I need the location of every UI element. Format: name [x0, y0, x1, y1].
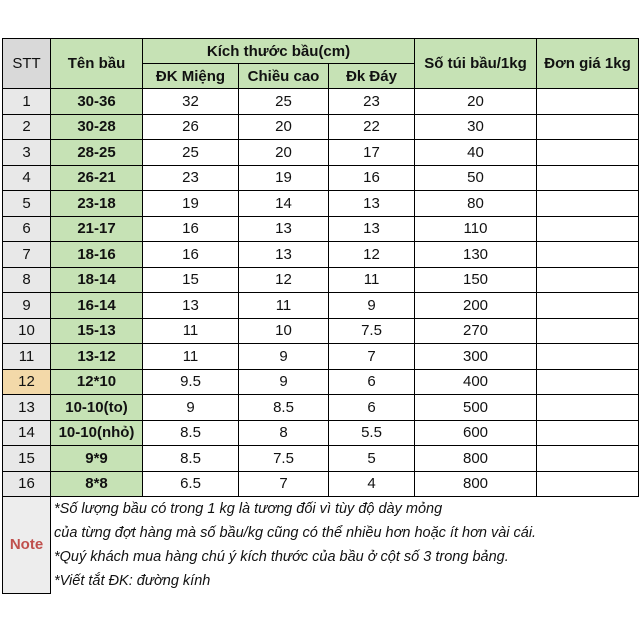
cell-bags-per-kg[interactable]: 600 — [415, 420, 537, 446]
row-number[interactable]: 1 — [3, 89, 51, 115]
row-number[interactable]: 5 — [3, 191, 51, 217]
table-row — [3, 89, 639, 115]
cell-mouth-diameter[interactable]: 16 — [143, 216, 239, 242]
cell-bags-per-kg[interactable]: 80 — [415, 191, 537, 217]
cell-height[interactable]: 8 — [239, 420, 329, 446]
header-name[interactable]: Tên bầu — [51, 39, 143, 89]
table-row — [3, 395, 639, 421]
cell-height[interactable]: 19 — [239, 165, 329, 191]
cell-height[interactable]: 7 — [239, 471, 329, 497]
cell-height[interactable]: 9 — [239, 369, 329, 395]
cell-mouth-diameter[interactable]: 15 — [143, 267, 239, 293]
cell-bottom-diameter[interactable]: 5.5 — [329, 420, 415, 446]
table-row — [3, 446, 639, 472]
row-number[interactable]: 10 — [3, 318, 51, 344]
cell-name[interactable]: 30-28 — [51, 114, 143, 140]
table-row — [3, 114, 639, 140]
cell-unit-price[interactable] — [537, 140, 639, 166]
cell-mouth-diameter[interactable]: 19 — [143, 191, 239, 217]
cell-mouth-diameter[interactable]: 9.5 — [143, 369, 239, 395]
table-row — [3, 318, 639, 344]
spreadsheet — [0, 38, 640, 604]
row-number[interactable]: 3 — [3, 140, 51, 166]
note-label[interactable]: Note — [3, 497, 51, 594]
cell-mouth-diameter[interactable]: 11 — [143, 318, 239, 344]
row-number[interactable]: 4 — [3, 165, 51, 191]
cell-bottom-diameter[interactable]: 12 — [329, 242, 415, 268]
cell-unit-price[interactable] — [537, 446, 639, 472]
cell-bottom-diameter[interactable]: 9 — [329, 293, 415, 319]
table-row — [3, 216, 639, 242]
cell-mouth-diameter[interactable]: 16 — [143, 242, 239, 268]
cell-bags-per-kg[interactable]: 500 — [415, 395, 537, 421]
cell-height[interactable]: 10 — [239, 318, 329, 344]
cell-unit-price[interactable] — [537, 395, 639, 421]
cell-name[interactable]: 10-10(nhỏ) — [51, 420, 143, 446]
cell-unit-price[interactable] — [537, 369, 639, 395]
cell-unit-price[interactable] — [537, 242, 639, 268]
cell-name[interactable]: 16-14 — [51, 293, 143, 319]
row-number[interactable]: 6 — [3, 216, 51, 242]
note-line-4[interactable]: *Viết tắt ĐK: đường kính — [51, 569, 639, 593]
cell-bags-per-kg[interactable]: 200 — [415, 293, 537, 319]
cell-name[interactable]: 26-21 — [51, 165, 143, 191]
cell-bottom-diameter[interactable]: 17 — [329, 140, 415, 166]
cell-name[interactable]: 9*9 — [51, 446, 143, 472]
note-line-3[interactable]: *Quý khách mua hàng chú ý kích thước của bầu ở cột số 3 trong bảng. — [51, 545, 639, 569]
table-row — [3, 471, 639, 497]
header-bags-per-kg[interactable]: Số túi bầu/1kg — [415, 39, 537, 89]
cell-mouth-diameter[interactable]: 25 — [143, 140, 239, 166]
cell-bottom-diameter[interactable]: 16 — [329, 165, 415, 191]
cell-bags-per-kg[interactable]: 800 — [415, 446, 537, 472]
cell-bags-per-kg[interactable]: 300 — [415, 344, 537, 370]
cell-unit-price[interactable] — [537, 344, 639, 370]
cell-name[interactable]: 8*8 — [51, 471, 143, 497]
cell-unit-price[interactable] — [537, 420, 639, 446]
cell-bottom-diameter[interactable]: 5 — [329, 446, 415, 472]
row-number[interactable]: 14 — [3, 420, 51, 446]
row-number[interactable]: 2 — [3, 114, 51, 140]
cell-bags-per-kg[interactable]: 50 — [415, 165, 537, 191]
header-bottom-diameter[interactable]: Đk Đáy — [329, 64, 415, 89]
cell-name[interactable]: 10-10(to) — [51, 395, 143, 421]
row-number[interactable]: 7 — [3, 242, 51, 268]
cell-mouth-diameter[interactable]: 26 — [143, 114, 239, 140]
cell-bags-per-kg[interactable]: 110 — [415, 216, 537, 242]
cell-bags-per-kg[interactable]: 130 — [415, 242, 537, 268]
cell-height[interactable]: 25 — [239, 89, 329, 115]
cell-mouth-diameter[interactable]: 32 — [143, 89, 239, 115]
cell-unit-price[interactable] — [537, 89, 639, 115]
table-row — [3, 165, 639, 191]
table-body — [3, 89, 639, 497]
header-unit-price[interactable]: Đơn giá 1kg — [537, 39, 639, 89]
cell-mouth-diameter[interactable]: 13 — [143, 293, 239, 319]
cell-mouth-diameter[interactable]: 9 — [143, 395, 239, 421]
cell-unit-price[interactable] — [537, 471, 639, 497]
row-number[interactable]: 16 — [3, 471, 51, 497]
cell-bottom-diameter[interactable]: 11 — [329, 267, 415, 293]
cell-height[interactable]: 9 — [239, 344, 329, 370]
cell-mouth-diameter[interactable]: 8.5 — [143, 446, 239, 472]
table-row — [3, 191, 639, 217]
cell-bags-per-kg[interactable]: 270 — [415, 318, 537, 344]
cell-bags-per-kg[interactable]: 400 — [415, 369, 537, 395]
row-number[interactable]: 13 — [3, 395, 51, 421]
cell-height[interactable]: 11 — [239, 293, 329, 319]
cell-mouth-diameter[interactable]: 11 — [143, 344, 239, 370]
cell-height[interactable]: 13 — [239, 242, 329, 268]
table-row — [3, 293, 639, 319]
cell-unit-price[interactable] — [537, 293, 639, 319]
cell-height[interactable]: 8.5 — [239, 395, 329, 421]
cell-bags-per-kg[interactable]: 150 — [415, 267, 537, 293]
table-row — [3, 267, 639, 293]
table-row — [3, 420, 639, 446]
table-row — [3, 344, 639, 370]
row-number[interactable]: 12 — [3, 369, 51, 395]
cell-mouth-diameter[interactable]: 23 — [143, 165, 239, 191]
cell-height[interactable]: 20 — [239, 114, 329, 140]
cell-bottom-diameter[interactable]: 22 — [329, 114, 415, 140]
cell-bags-per-kg[interactable]: 40 — [415, 140, 537, 166]
row-number[interactable]: 11 — [3, 344, 51, 370]
cell-name[interactable]: 30-36 — [51, 89, 143, 115]
cell-name[interactable]: 18-16 — [51, 242, 143, 268]
cell-name[interactable]: 12*10 — [51, 369, 143, 395]
cell-mouth-diameter[interactable]: 6.5 — [143, 471, 239, 497]
cell-bottom-diameter[interactable]: 13 — [329, 216, 415, 242]
row-number[interactable]: 8 — [3, 267, 51, 293]
cell-unit-price[interactable] — [537, 318, 639, 344]
cell-bags-per-kg[interactable]: 800 — [415, 471, 537, 497]
cell-bottom-diameter[interactable]: 4 — [329, 471, 415, 497]
cell-height[interactable]: 12 — [239, 267, 329, 293]
cell-bottom-diameter[interactable]: 13 — [329, 191, 415, 217]
cell-unit-price[interactable] — [537, 216, 639, 242]
cell-name[interactable]: 15-13 — [51, 318, 143, 344]
cell-name[interactable]: 21-17 — [51, 216, 143, 242]
note-line-2[interactable]: của từng đợt hàng mà số bầu/kg cũng có thể nhiều hơn hoặc ít hơn vài cái. — [51, 521, 639, 545]
cell-bottom-diameter[interactable]: 7 — [329, 344, 415, 370]
cell-bags-per-kg[interactable]: 30 — [415, 114, 537, 140]
cell-unit-price[interactable] — [537, 165, 639, 191]
bag-size-table — [2, 38, 639, 594]
header-height[interactable]: Chiều cao — [239, 64, 329, 89]
cell-unit-price[interactable] — [537, 114, 639, 140]
cell-height[interactable]: 14 — [239, 191, 329, 217]
row-number[interactable]: 9 — [3, 293, 51, 319]
header-mouth-diameter[interactable]: ĐK Miệng — [143, 64, 239, 89]
cell-unit-price[interactable] — [537, 267, 639, 293]
cell-height[interactable]: 13 — [239, 216, 329, 242]
header-stt[interactable]: STT — [3, 39, 51, 89]
cell-bottom-diameter[interactable]: 23 — [329, 89, 415, 115]
table-row — [3, 140, 639, 166]
table-row — [3, 369, 639, 395]
cell-name[interactable]: 23-18 — [51, 191, 143, 217]
row-number[interactable]: 15 — [3, 446, 51, 472]
cell-name[interactable]: 18-14 — [51, 267, 143, 293]
cell-name[interactable]: 13-12 — [51, 344, 143, 370]
cell-height[interactable]: 7.5 — [239, 446, 329, 472]
cell-bottom-diameter[interactable]: 7.5 — [329, 318, 415, 344]
cell-bottom-diameter[interactable]: 6 — [329, 395, 415, 421]
cell-unit-price[interactable] — [537, 191, 639, 217]
cell-height[interactable]: 20 — [239, 140, 329, 166]
cell-bags-per-kg[interactable]: 20 — [415, 89, 537, 115]
header-size-group[interactable]: Kích thước bầu(cm) — [143, 39, 415, 64]
table-row — [3, 242, 639, 268]
cell-bottom-diameter[interactable]: 6 — [329, 369, 415, 395]
cell-name[interactable]: 28-25 — [51, 140, 143, 166]
cell-mouth-diameter[interactable]: 8.5 — [143, 420, 239, 446]
note-line-1[interactable]: *Số lượng bầu có trong 1 kg là tương đối vì tùy độ dày mỏng — [51, 497, 639, 522]
